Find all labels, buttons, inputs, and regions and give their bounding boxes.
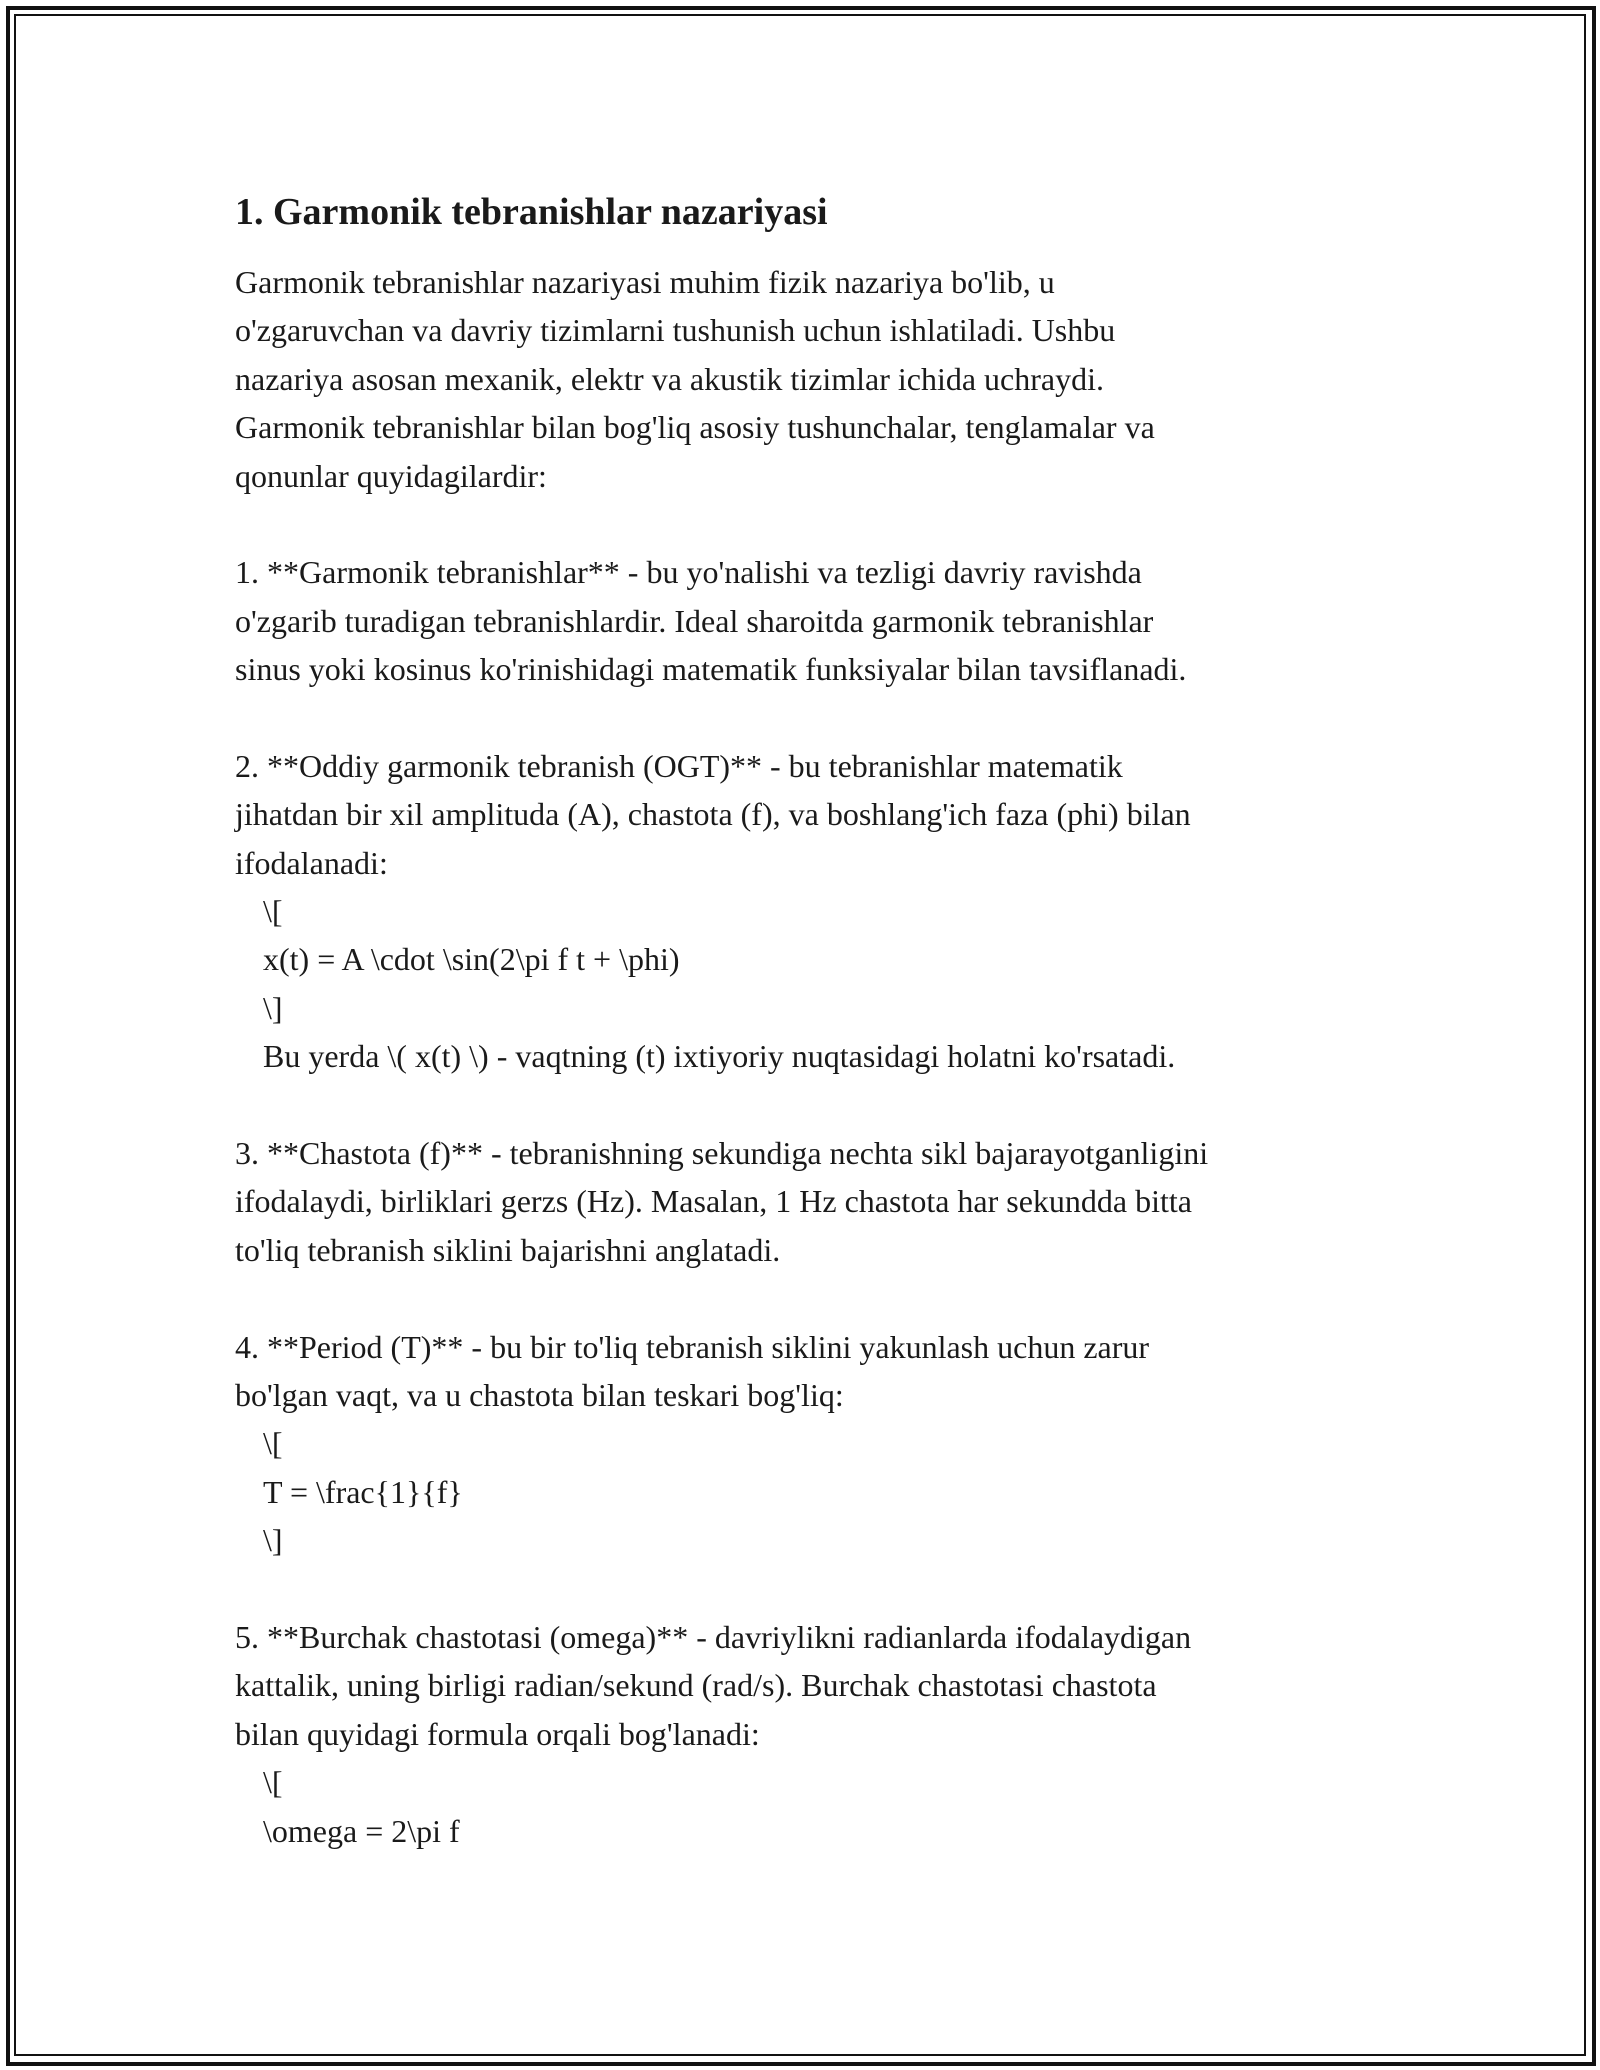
text-line: ifodalaydi, birliklari gerzs (Hz). Masalan, 1 Hz chastota har sekundda bitta — [235, 1183, 1192, 1220]
paragraph-gap — [235, 1274, 1365, 1322]
formula-line: \[ — [263, 1425, 283, 1462]
text-line: to'liq tebranish siklini bajarishni anglatadi. — [235, 1231, 781, 1268]
list-item-5 — [235, 1613, 1365, 1855]
text-line: nazariya asosan mexanik, elektr va akustik tizimlar ichida uchraydi. — [235, 360, 1104, 397]
formula-line: \] — [263, 989, 283, 1026]
formula-line: x(t) = A \cdot \sin(2\pi f t + \phi) — [263, 941, 680, 978]
formula-line: \omega = 2\pi f — [263, 1812, 460, 1849]
text-line: Garmonik tebranishlar bilan bog'liq asosiy tushunchalar, tenglamalar va — [235, 409, 1155, 446]
formula-line: \[ — [263, 893, 283, 930]
document-body — [235, 186, 1365, 1855]
intro-paragraph — [235, 258, 1365, 500]
paragraph-gap — [235, 694, 1365, 742]
text-line: o'zgarib turadigan tebranishlardir. Ideal sharoitda garmonik tebranishlar — [235, 602, 1154, 639]
text-line: kattalik, uning birligi radian/sekund (rad/s). Burchak chastotasi chastota — [235, 1667, 1157, 1704]
text-line: 1. **Garmonik tebranishlar** - bu yo'nalishi va tezligi davriy ravishda — [235, 554, 1142, 591]
formula-note: Bu yerda \( x(t) \) - vaqtning (t) ixtiyoriy nuqtasidagi holatni ko'rsatadi. — [263, 1038, 1176, 1075]
text-line: ifodalanadi: — [235, 844, 388, 881]
paragraph-gap — [235, 1081, 1365, 1129]
formula-line: \] — [263, 1522, 283, 1559]
paragraph-gap — [235, 1565, 1365, 1613]
text-line: bo'lgan vaqt, va u chastota bilan teskari bog'liq: — [235, 1376, 844, 1413]
section-heading: 1. Garmonik tebranishlar nazariyasi — [235, 191, 828, 233]
text-line: o'zgaruvchan va davriy tizimlarni tushunish uchun ishlatiladi. Ushbu — [235, 312, 1116, 349]
text-line: 3. **Chastota (f)** - tebranishning sekundiga nechta sikl bajarayotganligini — [235, 1135, 1209, 1172]
list-item-3 — [235, 1129, 1365, 1274]
paragraph-gap — [235, 500, 1365, 548]
text-line: sinus yoki kosinus ko'rinishidagi matematik funksiyalar bilan tavsiflanadi. — [235, 651, 1187, 688]
list-item-2 — [235, 742, 1365, 1081]
text-line: 4. **Period (T)** - bu bir to'liq tebranish siklini yakunlash uchun zarur — [235, 1328, 1150, 1365]
list-item-4 — [235, 1323, 1365, 1565]
text-line: Garmonik tebranishlar nazariyasi muhim fizik nazariya bo'lib, u — [235, 264, 1055, 300]
formula-line: T = \frac{1}{f} — [263, 1473, 463, 1510]
text-line: 2. **Oddiy garmonik tebranish (OGT)** - bu tebranishlar matematik — [235, 747, 1123, 784]
text-line: 5. **Burchak chastotasi (omega)** - davriylikni radianlarda ifodalaydigan — [235, 1618, 1192, 1655]
text-line: qonunlar quyidagilardir: — [235, 457, 547, 494]
text-line: jihatdan bir xil amplituda (A), chastota (f), va boshlang'ich faza (phi) bilan — [235, 796, 1191, 833]
formula-line: \[ — [263, 1764, 283, 1801]
list-item-1 — [235, 548, 1365, 693]
text-line: bilan quyidagi formula orqali bog'lanadi: — [235, 1715, 760, 1752]
